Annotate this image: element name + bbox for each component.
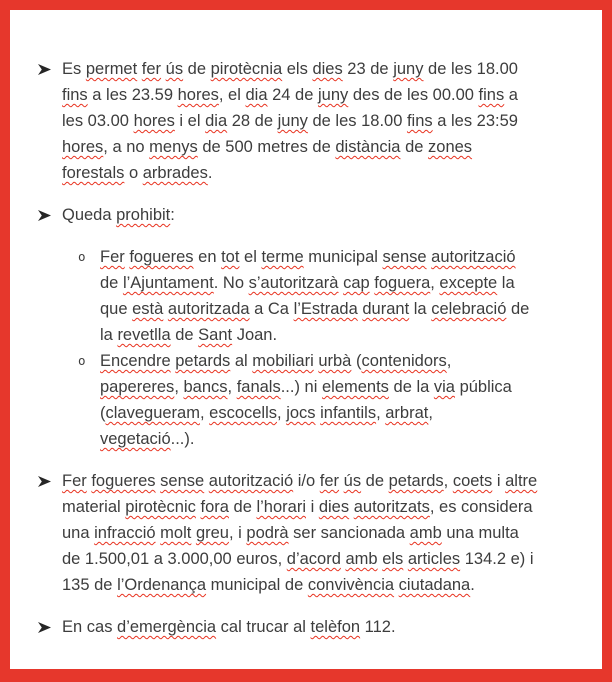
paragraph <box>100 348 574 452</box>
text-line: que està autoritzada a Ca l’Estrada durant la celebració de <box>100 300 530 318</box>
misspelled-word: Sant <box>198 326 233 344</box>
bullet-item <box>10 202 574 228</box>
misspelled-word: celebració <box>431 300 507 318</box>
misspelled-word: mobiliari <box>252 352 314 370</box>
misspelled-word: escocells <box>209 404 278 422</box>
text-line: papereres, bancs, fanals...) ni elements de la via pública <box>100 378 512 396</box>
misspelled-word: juny <box>277 112 308 130</box>
text-line: Es permet fer ús de pirotècnia els dies 23 de juny de les 18.00 <box>62 60 518 78</box>
misspelled-word: dia <box>245 86 268 104</box>
misspelled-word: dies <box>312 60 343 78</box>
sub-bullet-item <box>10 348 574 452</box>
misspelled-word: fins <box>478 86 505 104</box>
arrow-bullet-icon <box>38 56 62 82</box>
text-line: vegetació...). <box>100 430 195 448</box>
misspelled-word: hores <box>133 112 175 130</box>
misspelled-word: fins <box>406 112 433 130</box>
paragraph <box>62 202 574 228</box>
misspelled-word: fora <box>200 498 229 516</box>
misspelled-word: petards <box>388 472 444 490</box>
misspelled-word: ciutadana <box>398 576 471 594</box>
misspelled-word: distància <box>335 138 401 156</box>
arrow-bullet-icon <box>38 614 62 640</box>
misspelled-word: autorització <box>208 472 294 490</box>
document-body <box>10 10 602 640</box>
misspelled-word: Encendre <box>100 352 171 370</box>
misspelled-word: altre <box>505 472 538 490</box>
misspelled-word: vegetació <box>100 430 171 448</box>
bullet-item <box>10 614 574 640</box>
misspelled-word: els <box>382 550 404 568</box>
misspelled-word: autoritzada <box>167 300 250 318</box>
misspelled-word: Fer <box>100 248 125 266</box>
misspelled-word: foguera <box>374 274 431 292</box>
misspelled-word: l’Ordenança <box>117 576 207 594</box>
misspelled-word: dies <box>318 498 350 516</box>
misspelled-word: zones <box>428 138 473 156</box>
misspelled-word: pirotècnia <box>210 60 283 78</box>
misspelled-word: hores <box>177 86 219 104</box>
text-line: hores, a no menys de 500 metres de distància de zones <box>62 138 473 156</box>
misspelled-word: Fer <box>62 472 87 490</box>
misspelled-word: elements <box>321 378 389 396</box>
text-line: una infracció molt greu, i podrà ser sancionada amb una multa <box>62 524 519 542</box>
text-line: Fer fogueres en tot el terme municipal sense autorització <box>100 248 516 266</box>
misspelled-word: juny <box>393 60 424 78</box>
text-line: forestals o arbrades. <box>62 164 213 182</box>
text-line: fins a les 23.59 hores, el dia 24 de juny des de les 00.00 fins a <box>62 86 518 104</box>
misspelled-word: fer <box>141 60 162 78</box>
misspelled-word: fogueres <box>129 248 194 266</box>
misspelled-word: infracció <box>94 524 156 542</box>
misspelled-word: dia <box>205 112 228 130</box>
bullet-item <box>10 56 574 186</box>
misspelled-word: fins <box>62 86 88 104</box>
misspelled-word: menys <box>149 138 198 156</box>
misspelled-word: forestals <box>62 164 125 182</box>
misspelled-word: revetlla <box>117 326 171 344</box>
circle-bullet-icon: o <box>78 353 86 368</box>
paragraph <box>62 468 574 598</box>
sub-bullet-item <box>10 244 574 348</box>
circle-bullet-icon: o <box>78 249 86 264</box>
misspelled-word: papereres <box>100 378 175 396</box>
misspelled-word: està <box>132 300 164 318</box>
misspelled-word: prohibit <box>116 206 171 224</box>
bullet-item <box>10 468 574 598</box>
misspelled-word: autoritzats <box>353 498 430 516</box>
text-line: de 1.500,01 a 3.000,00 euros, d’acord amb els articles 134.2 e) i <box>62 550 534 568</box>
misspelled-word: fogueres <box>91 472 156 490</box>
misspelled-word: hores <box>62 138 104 156</box>
misspelled-word: infantils <box>320 404 377 422</box>
text-line: (clavegueram, escocells, jocs infantils, arbrat, <box>100 404 433 422</box>
misspelled-word: permet <box>85 60 138 78</box>
misspelled-word: d’acord <box>286 550 341 568</box>
misspelled-word: l’horari <box>256 498 306 516</box>
arrow-bullet-icon <box>38 202 62 228</box>
misspelled-word: bancs <box>183 378 228 396</box>
misspelled-word: juny <box>317 86 349 104</box>
misspelled-word: excepte <box>439 274 498 292</box>
misspelled-word: petards <box>175 352 231 370</box>
text-line: Encendre petards al mobiliari urbà (contenidors, <box>100 352 452 370</box>
misspelled-word: sense <box>160 472 205 490</box>
text-line: la revetlla de Sant Joan. <box>100 326 278 344</box>
arrow-bullet-icon <box>38 468 62 494</box>
paragraph <box>62 614 574 640</box>
text-line: material pirotècnic fora de l’horari i dies autoritzats, es considera <box>62 498 533 516</box>
misspelled-word: fanals <box>236 378 281 396</box>
misspelled-word: articles <box>407 550 461 568</box>
misspelled-word: l’Ajuntament <box>122 274 214 292</box>
misspelled-word: amb <box>409 524 442 542</box>
misspelled-word: cap <box>343 274 370 292</box>
misspelled-word: l’Estrada <box>293 300 358 318</box>
paragraph <box>62 56 574 186</box>
text-line: de l’Ajuntament. No s’autoritzarà cap foguera, excepte la <box>100 274 515 292</box>
misspelled-word: arbrat <box>385 404 429 422</box>
misspelled-word: amb <box>345 550 378 568</box>
misspelled-word: contenidors <box>361 352 447 370</box>
misspelled-word: sense <box>382 248 427 266</box>
misspelled-word: convivència <box>307 576 395 594</box>
misspelled-word: fer <box>319 472 340 490</box>
misspelled-word: urbà <box>318 352 352 370</box>
text-line: les 03.00 hores i el dia 28 de juny de les 18.00 fins a les 23:59 <box>62 112 518 130</box>
text-line: Fer fogueres sense autorització i/o fer ús de petards, coets i altre <box>62 472 538 490</box>
misspelled-word: jocs <box>286 404 316 422</box>
misspelled-word: podrà <box>246 524 289 542</box>
text-line: 135 de l’Ordenança municipal de convivència ciutadana. <box>62 576 475 594</box>
misspelled-word: telèfon <box>310 618 361 636</box>
paragraph <box>100 244 574 348</box>
misspelled-word: molt <box>160 524 192 542</box>
text-line: En cas d’emergència cal trucar al telèfon 112. <box>62 618 396 636</box>
misspelled-word: pirotècnic <box>125 498 196 516</box>
misspelled-word: ús <box>165 60 184 78</box>
misspelled-word: clavegueram <box>105 404 200 422</box>
misspelled-word: greu <box>195 524 229 542</box>
misspelled-word: d’emergència <box>117 618 217 636</box>
misspelled-word: via <box>433 378 455 396</box>
text-line: Queda prohibit: <box>62 206 175 224</box>
misspelled-word: autorització <box>431 248 516 266</box>
misspelled-word: durant <box>362 300 410 318</box>
misspelled-word: s’autoritzarà <box>248 274 339 292</box>
misspelled-word: coets <box>452 472 493 490</box>
misspelled-word: ús <box>343 472 362 490</box>
misspelled-word: arbrades <box>142 164 208 182</box>
misspelled-word: terme <box>261 248 304 266</box>
misspelled-word: tot <box>221 248 240 266</box>
